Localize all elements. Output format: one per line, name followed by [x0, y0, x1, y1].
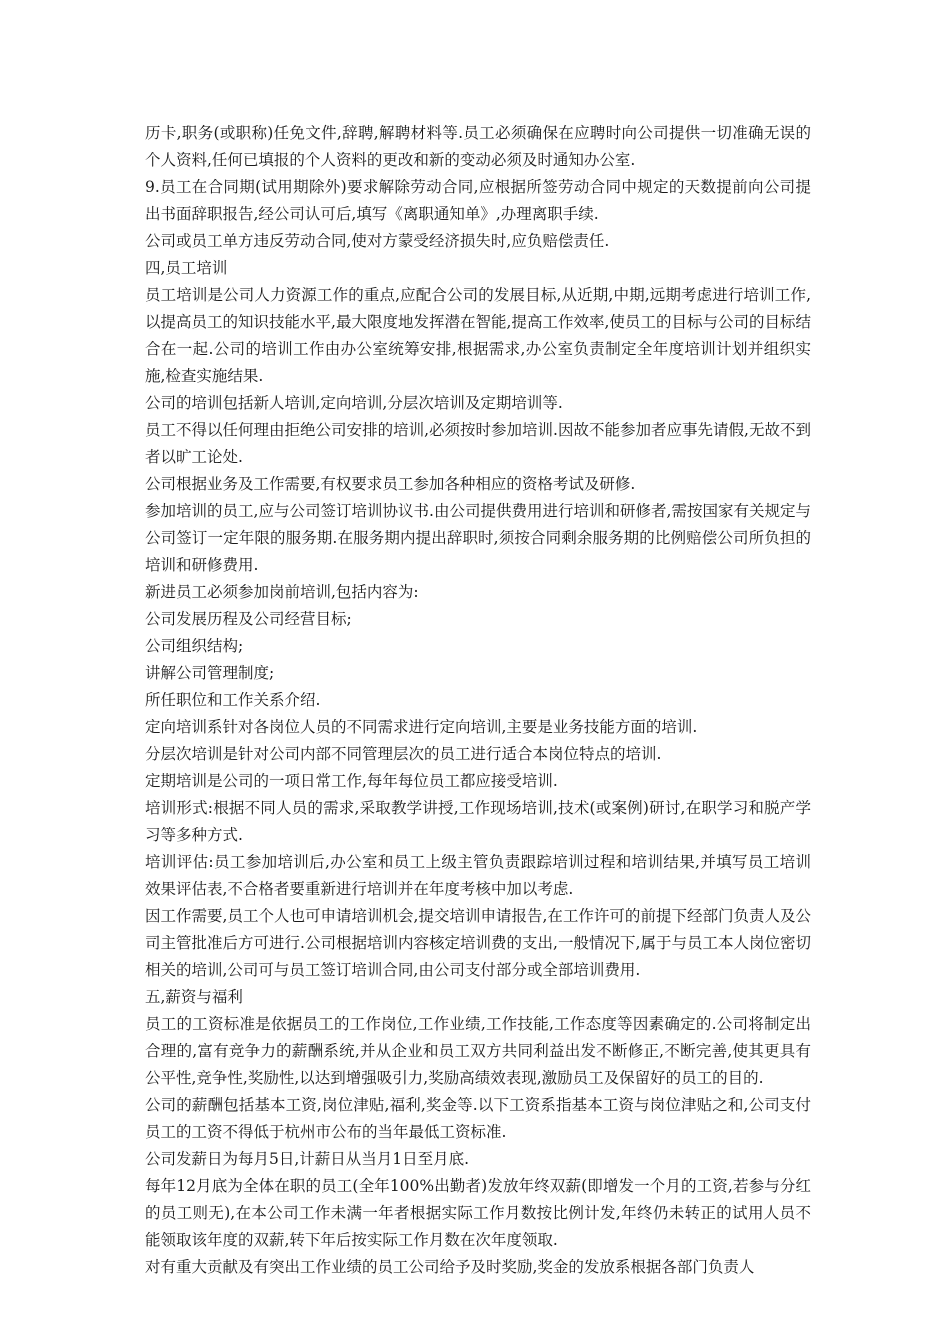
list-item: 所任职位和工作关系介绍. [145, 691, 321, 709]
paragraph: 员工不得以任何理由拒绝公司安排的培训,必须按时参加培训.因故不能参加者应事先请假,无故不到者以旷工论处. [145, 421, 811, 466]
paragraph: 培训形式:根据不同人员的需求,采取教学讲授,工作现场培训,技术(或案例)研讨,在职学习和脱产学习等多种方式. [145, 799, 811, 844]
paragraph: 新进员工必须参加岗前培训,包括内容为: [145, 583, 419, 601]
paragraph: 公司发薪日为每月5日,计薪日从当月1日至月底. [145, 1150, 470, 1168]
paragraph: 因工作需要,员工个人也可申请培训机会,提交培训申请报告,在工作许可的前提下经部门负责人及公司主管批准后方可进行.公司根据培训内容核定培训费的支出,一般情况下,属于与员工本人岗位密切相关的培训,公司可与员工签订培训合同,由公司支付部分或全部培训费用. [145, 907, 811, 979]
paragraph: 9.员工在合同期(试用期除外)要求解除劳动合同,应根据所签劳动合同中规定的天数提前向公司提出书面辞职报告,经公司认可后,填写《离职通知单》,办理离职手续. [145, 178, 811, 223]
document-page [145, 120, 811, 1281]
paragraph: 公司根据业务及工作需要,有权要求员工参加各种相应的资格考试及研修. [145, 475, 636, 493]
paragraph: 对有重大贡献及有突出工作业绩的员工公司给予及时奖励,奖金的发放系根据各部门负责人 [145, 1258, 755, 1276]
section-heading: 五,薪资与福利 [145, 988, 243, 1006]
paragraph: 员工培训是公司人力资源工作的重点,应配合公司的发展目标,从近期,中期,远期考虑进行培训工作,以提高员工的知识技能水平,最大限度地发挥潜在智能,提高工作效率,使员工的目标与公司的目标结合在一起.公司的培训工作由办公室统筹安排,根据需求,办公室负责制定全年度培训计划并组织实施,检查实施结果. [145, 286, 811, 385]
paragraph: 公司的培训包括新人培训,定向培训,分层次培训及定期培训等. [145, 394, 563, 412]
paragraph: 参加培训的员工,应与公司签订培训协议书.由公司提供费用进行培训和研修者,需按国家有关规定与公司签订一定年限的服务期.在服务期内提出辞职时,须按合同剩余服务期的比例赔偿公司所负担的培训和研修费用. [145, 502, 811, 574]
list-item: 公司组织结构; [145, 637, 244, 655]
paragraph: 公司的薪酬包括基本工资,岗位津贴,福利,奖金等.以下工资系指基本工资与岗位津贴之和,公司支付员工的工资不得低于杭州市公布的当年最低工资标准. [145, 1096, 811, 1141]
list-item: 讲解公司管理制度; [145, 664, 275, 682]
paragraph: 员工的工资标准是依据员工的工作岗位,工作业绩,工作技能,工作态度等因素确定的.公司将制定出合理的,富有竞争力的薪酬系统,并从企业和员工双方共同利益出发不断修正,不断完善,使其更具有公平性,竞争性,奖励性,以达到增强吸引力,奖励高绩效表现,激励员工及保留好的员工的目的. [145, 1015, 811, 1087]
paragraph: 历卡,职务(或职称)任免文件,辞聘,解聘材料等.员工必须确保在应聘时向公司提供一切准确无误的个人资料,任何已填报的个人资料的更改和新的变动必须及时通知办公室. [145, 124, 811, 169]
paragraph: 每年12月底为全体在职的员工(全年100%出勤者)发放年终双薪(即增发一个月的工资,若参与分红的员工则无),在本公司工作未满一年者根据实际工作月数按比例计发,年终仍未转正的试用人员不能领取该年度的双薪,转下年后按实际工作月数在次年度领取. [145, 1177, 811, 1249]
paragraph: 定向培训系针对各岗位人员的不同需求进行定向培训,主要是业务技能方面的培训. [145, 718, 698, 736]
paragraph: 公司或员工单方违反劳动合同,使对方蒙受经济损失时,应负赔偿责任. [145, 232, 610, 250]
paragraph: 分层次培训是针对公司内部不同管理层次的员工进行适合本岗位特点的培训. [145, 745, 662, 763]
section-heading: 四,员工培训 [145, 259, 228, 277]
list-item: 公司发展历程及公司经营目标; [145, 610, 352, 628]
paragraph: 定期培训是公司的一项日常工作,每年每位员工都应接受培训. [145, 772, 558, 790]
paragraph: 培训评估:员工参加培训后,办公室和员工上级主管负责跟踪培训过程和培训结果,并填写员工培训效果评估表,不合格者要重新进行培训并在年度考核中加以考虑. [145, 853, 811, 898]
